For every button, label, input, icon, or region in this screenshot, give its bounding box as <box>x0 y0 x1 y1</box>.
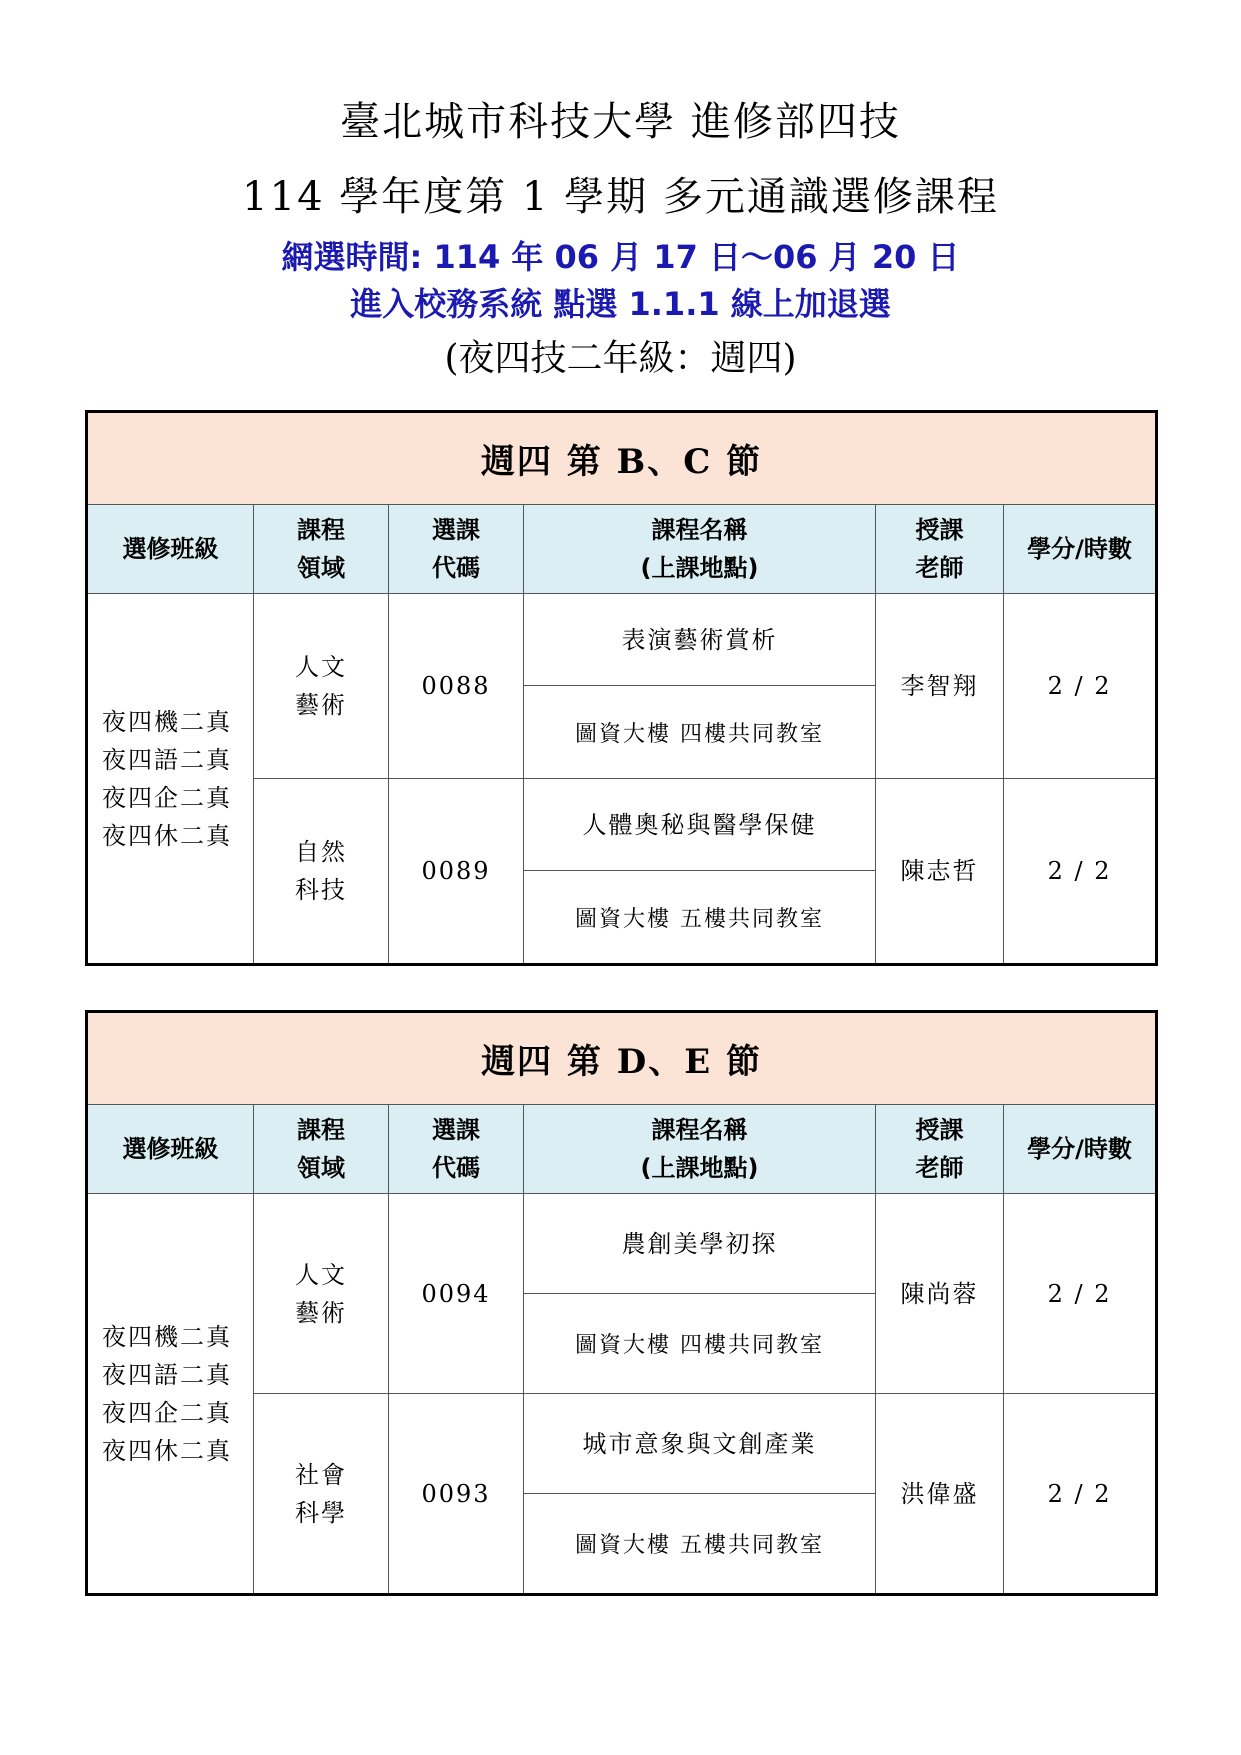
col-code: 選課 代碼 <box>389 1105 524 1194</box>
schedule-table-bc <box>85 410 1158 966</box>
course-code: 0088 <box>389 594 524 779</box>
course-credits: 2 / 2 <box>1004 1194 1157 1394</box>
course-code: 0093 <box>389 1394 524 1595</box>
col-code: 選課 代碼 <box>389 505 524 594</box>
course-domain: 人文 藝術 <box>254 1194 389 1394</box>
course-teacher: 李智翔 <box>876 594 1004 779</box>
course-domain: 自然 科技 <box>254 779 389 965</box>
col-domain: 課程 領域 <box>254 1105 389 1194</box>
registration-period: 網選時間: 114 年 06 月 17 日～06 月 20 日 <box>281 238 960 276</box>
col-credits: 學分/時數 <box>1004 505 1157 594</box>
course-name: 人體奧秘與醫學保健 <box>524 779 876 871</box>
class-list: 夜四機二真 夜四語二真 夜四企二真 夜四休二真 <box>87 594 254 965</box>
col-class: 選修班級 <box>87 505 254 594</box>
col-course-name: 課程名稱 (上課地點) <box>524 505 876 594</box>
semester-title: 114 學年度第 1 學期 多元通識選修課程 <box>242 174 999 220</box>
target-grade: (夜四技二年級：週四) <box>444 338 797 379</box>
course-name: 表演藝術賞析 <box>524 594 876 686</box>
course-domain: 社會 科學 <box>254 1394 389 1595</box>
course-code: 0094 <box>389 1194 524 1394</box>
section-title: 週四 第 D、E 節 <box>87 1012 1157 1105</box>
course-location: 圖資大樓 五樓共同教室 <box>524 1494 876 1595</box>
col-domain: 課程 領域 <box>254 505 389 594</box>
course-name: 農創美學初探 <box>524 1194 876 1294</box>
course-teacher: 陳志哲 <box>876 779 1004 965</box>
schedule-table-de <box>85 1010 1158 1596</box>
class-list: 夜四機二真 夜四語二真 夜四企二真 夜四休二真 <box>87 1194 254 1595</box>
col-course-name: 課程名稱 (上課地點) <box>524 1105 876 1194</box>
course-teacher: 洪偉盛 <box>876 1394 1004 1595</box>
course-name: 城市意象與文創產業 <box>524 1394 876 1494</box>
course-teacher: 陳尚蓉 <box>876 1194 1004 1394</box>
col-credits: 學分/時數 <box>1004 1105 1157 1194</box>
course-credits: 2 / 2 <box>1004 594 1157 779</box>
course-credits: 2 / 2 <box>1004 1394 1157 1595</box>
col-teacher: 授課 老師 <box>876 505 1004 594</box>
col-class: 選修班級 <box>87 1105 254 1194</box>
course-domain: 人文 藝術 <box>254 594 389 779</box>
course-credits: 2 / 2 <box>1004 779 1157 965</box>
course-location: 圖資大樓 五樓共同教室 <box>524 871 876 965</box>
school-title: 臺北城市科技大學 進修部四技 <box>340 99 901 145</box>
col-teacher: 授課 老師 <box>876 1105 1004 1194</box>
course-code: 0089 <box>389 779 524 965</box>
course-location: 圖資大樓 四樓共同教室 <box>524 686 876 779</box>
course-location: 圖資大樓 四樓共同教室 <box>524 1294 876 1394</box>
section-title: 週四 第 B、C 節 <box>87 412 1157 505</box>
registration-instructions: 進入校務系統 點選 1.1.1 線上加退選 <box>350 285 891 323</box>
